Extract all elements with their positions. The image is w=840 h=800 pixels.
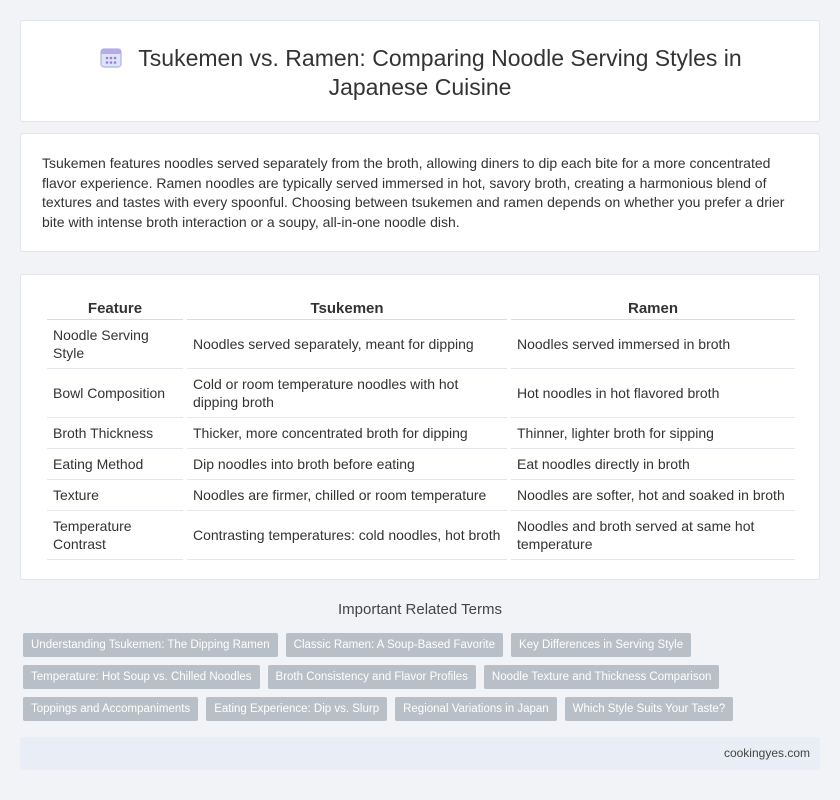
related-term-tag[interactable]: Noodle Texture and Thickness Comparison [484,665,719,689]
related-term-tag[interactable]: Which Style Suits Your Taste? [565,697,734,721]
feature-cell: Bowl Composition [47,369,183,418]
table-row [47,511,795,560]
related-terms-list [23,633,823,729]
footer [20,737,820,770]
related-term-tag[interactable]: Temperature: Hot Soup vs. Chilled Noodles [23,665,260,689]
feature-cell: Broth Thickness [47,418,183,449]
tag-row [23,665,823,689]
tsukemen-cell: Thicker, more concentrated broth for dipping [187,418,507,449]
ramen-cell: Noodles and broth served at same hot temperature [511,511,795,560]
ramen-cell: Hot noodles in hot flavored broth [511,369,795,418]
table-header-row [47,295,795,320]
tsukemen-cell: Contrasting temperatures: cold noodles, hot broth [187,511,507,560]
site-credit[interactable]: cookingyes.com [723,746,810,760]
tag-row [23,697,823,721]
intro-card [20,133,820,252]
ramen-cell: Noodles are softer, hot and soaked in broth [511,480,795,511]
related-terms-title: Important Related Terms [338,601,502,618]
page-title [21,44,819,102]
tsukemen-cell: Noodles are firmer, chilled or room temperature [187,480,507,511]
feature-cell: Temperature Contrast [47,511,183,560]
header-ramen: Ramen [511,295,795,320]
related-term-tag[interactable]: Understanding Tsukemen: The Dipping Ramen [23,633,278,657]
tsukemen-cell: Dip noodles into broth before eating [187,449,507,480]
title-card [20,20,820,122]
feature-cell: Noodle Serving Style [47,320,183,369]
table-row [47,369,795,418]
title-line-2: Japanese Cuisine [328,74,512,100]
tsukemen-cell: Noodles served separately, meant for dipping [187,320,507,369]
tag-row [23,633,823,657]
comparison-card [20,274,820,580]
related-term-tag[interactable]: Broth Consistency and Flavor Profiles [268,665,476,689]
ramen-cell: Thinner, lighter broth for sipping [511,418,795,449]
related-term-tag[interactable]: Toppings and Accompaniments [23,697,198,721]
feature-cell: Eating Method [47,449,183,480]
ramen-cell: Noodles served immersed in broth [511,320,795,369]
header-feature: Feature [47,295,183,320]
comparison-table [43,295,799,560]
table-row [47,449,795,480]
tsukemen-cell: Cold or room temperature noodles with hot dipping broth [187,369,507,418]
title-line-1: Tsukemen vs. Ramen: Comparing Noodle Serving Styles in [138,45,742,71]
calendar-icon [98,46,124,68]
table-row [47,418,795,449]
feature-cell: Texture [47,480,183,511]
related-term-tag[interactable]: Classic Ramen: A Soup-Based Favorite [286,633,503,657]
table-row [47,320,795,369]
related-term-tag[interactable]: Eating Experience: Dip vs. Slurp [206,697,387,721]
intro-paragraph: Tsukemen features noodles served separately from the broth, allowing diners to dip each bite for a more concentrated flavor experience. Ramen noodles are typically served immersed in hot, savory broth, creating a harmonious blend of textures and tastes with every spoonful. Choosing between tsukemen and ramen depends on whether you prefer a drier bite with intense broth interaction or a soupy, all-in-one noodle dish. [42,155,785,230]
header-tsukemen: Tsukemen [187,295,507,320]
related-term-tag[interactable]: Key Differences in Serving Style [511,633,691,657]
table-row [47,480,795,511]
ramen-cell: Eat noodles directly in broth [511,449,795,480]
related-term-tag[interactable]: Regional Variations in Japan [395,697,557,721]
